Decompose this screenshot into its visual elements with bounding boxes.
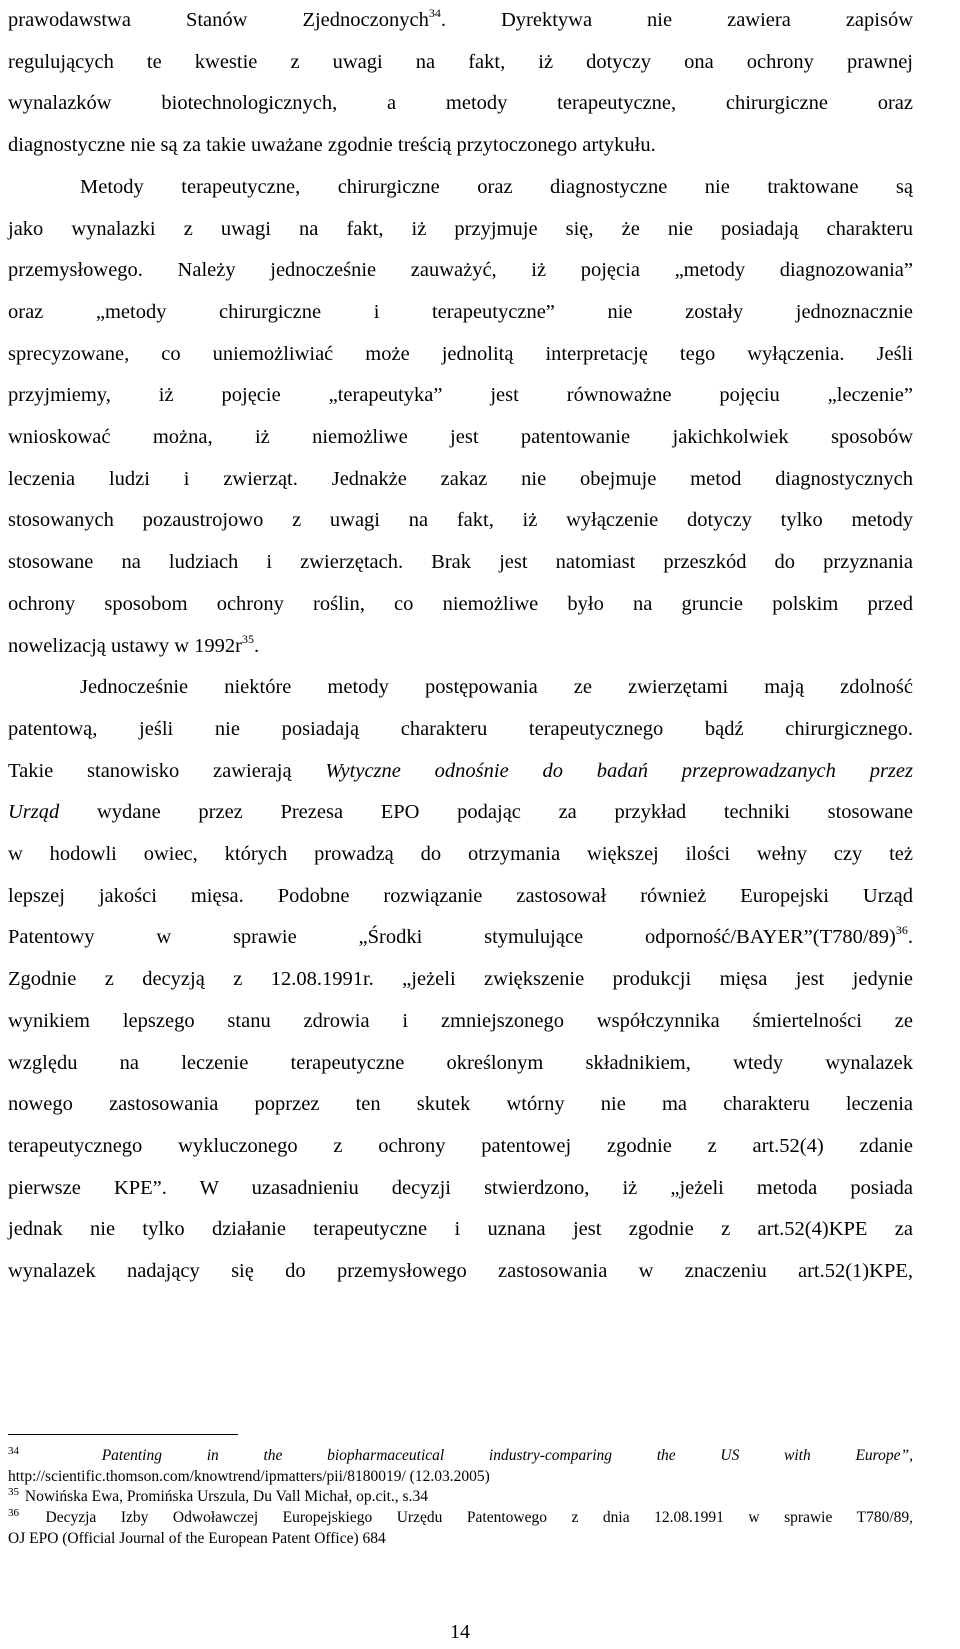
text-line: jednak nie tylko działanie terapeutyczne i uznana jest zgodnie z art.52(4)KPE za — [8, 1218, 913, 1241]
text-line — [8, 626, 913, 668]
footnote-mark: 36 — [8, 1507, 19, 1519]
body-text — [8, 0, 913, 1293]
text-line: regulujących te kwestie z uwagi na fakt, iż dotyczy ona ochrony prawnej — [8, 50, 913, 73]
footnote-35 — [8, 1487, 913, 1508]
text-line: Jednocześnie niektóre metody postępowania ze zwierzętami mają zdolność — [80, 676, 913, 699]
footnotes — [8, 1444, 913, 1549]
footnote-ref-34[interactable]: 34 — [428, 6, 441, 20]
text-line: leczenia ludzi i zwierząt. Jednakże zakaz nie obejmuje metod diagnostycznych — [8, 467, 913, 490]
text-line: jako wynalazki z uwagi na fakt, iż przyjmuje się, że nie posiadają charakteru — [8, 217, 913, 240]
text-line: wynalazków biotechnologicznych, a metody terapeutyczne, chirurgiczne oraz — [8, 92, 913, 115]
text-line: przemysłowego. Należy jednocześnie zauważyć, iż pojęcia „metody diagnozowania” — [8, 259, 913, 282]
footnote-34-title: Patenting in the biopharmaceutical industry-comparing the US with Europe”, — [101, 1447, 913, 1464]
text-line: wynikiem lepszego stanu zdrowia i zmniejszonego współczynnika śmiertelności ze — [8, 1009, 913, 1032]
text-line: Zgodnie z decyzją z 12.08.1991r. „jeżeli zwiększenie produkcji mięsa jest jedynie — [8, 968, 913, 991]
italic-title: Urząd — [8, 801, 60, 824]
text-run: prawodawstwa Stanów Zjednoczonych — [8, 9, 429, 31]
text-line: stosowane na ludziach i zwierzętach. Brak jest natomiast przeszkód do przyznania — [8, 551, 913, 574]
text-line: terapeutycznego wykluczonego z ochrony patentowej zgodnie z art.52(4) zdanie — [8, 1134, 913, 1157]
footnote-mark: 34 — [8, 1445, 19, 1457]
text-run: . — [907, 926, 913, 949]
text-run: nowelizacją ustawy w 1992r — [8, 634, 242, 657]
text-line: ochrony sposobom ochrony roślin, co niemożliwe było na gruncie polskim przed — [8, 592, 913, 615]
text-line — [8, 792, 913, 834]
footnote-text: Decyzja Izby Odwoławczej Europejskiego Urzędu Patentowego z dnia 12.08.1991 w sprawie T780/89, — [45, 1509, 914, 1526]
page-number: 14 — [450, 1621, 470, 1643]
text-line: lepszej jakości mięsa. Podobne rozwiązanie zastosował również Europejski Urząd — [8, 884, 913, 907]
text-line: nowego zastosowania poprzez ten skutek wtórny nie ma charakteru leczenia — [8, 1093, 913, 1116]
footnote-36-cont: OJ EPO (Official Journal of the European Patent Office) 684 — [8, 1530, 386, 1547]
text-line: pierwsze KPE”. W uzasadnieniu decyzji stwierdzono, iż „jeżeli metoda posiada — [8, 1176, 913, 1199]
footnote-separator — [8, 1434, 238, 1435]
text-line — [8, 751, 913, 793]
italic-title: Wytyczne odnośnie do badań przeprowadzanych przez — [325, 759, 913, 782]
footnote-34-url[interactable]: http://scientific.thomson.com/knowtrend/ipmatters/pii/8180019/ (12.03.2005) — [8, 1468, 490, 1485]
footnote-mark: 35 — [8, 1486, 19, 1498]
text-line: diagnostyczne nie są za takie uważane zgodnie treścią przytoczonego artykułu. — [8, 134, 656, 157]
footnote-34 — [8, 1444, 913, 1467]
text-line: sprecyzowane, co uniemożliwiać może jednolitą interpretację tego wyłączenia. Jeśli — [8, 342, 913, 365]
text-line: przyjmiemy, iż pojęcie „terapeutyka” jest równoważne pojęciu „leczenie” — [8, 384, 913, 407]
text-line: w hodowli owiec, których prowadzą do otrzymania większej ilości wełny czy też — [8, 843, 913, 866]
text-line: wynalazek nadający się do przemysłowego zastosowania w znaczeniu art.52(1)KPE, — [8, 1260, 913, 1283]
text-line: stosowanych pozaustrojowo z uwagi na fakt, iż wyłączenie dotyczy tylko metody — [8, 509, 913, 532]
text-run: . — [253, 634, 260, 657]
text-run: wydane przez Prezesa EPO podając za przykład techniki stosowane — [59, 801, 913, 824]
text-line: oraz „metody chirurgiczne i terapeutyczne” nie zostały jednoznacznie — [8, 300, 913, 323]
text-line: Metody terapeutyczne, chirurgiczne oraz diagnostyczne nie traktowane są — [80, 175, 913, 198]
text-line — [8, 917, 913, 959]
text-run: Patentowy w sprawie „Środki stymulujące odporność/BAYER”(T780/89) — [8, 926, 896, 949]
text-line: patentową, jeśli nie posiadają charakteru terapeutycznego bądź chirurgicznego. — [8, 717, 913, 740]
text-line: wnioskować można, iż niemożliwe jest patentowanie jakichkolwiek sposobów — [8, 426, 913, 449]
footnote-text: Nowińska Ewa, Promińska Urszula, Du Vall Michał, op.cit., s.34 — [24, 1488, 428, 1505]
text-line: względu na leczenie terapeutyczne określonym składnikiem, wtedy wynalazek — [8, 1051, 913, 1074]
footnote-ref-36[interactable]: 36 — [895, 923, 908, 938]
text-run: . Dyrektywa nie zawiera zapisów — [440, 9, 914, 31]
text-run: Takie stanowisko zawierają — [8, 759, 326, 782]
footnote-36 — [8, 1508, 913, 1529]
footnote-ref-35[interactable]: 35 — [241, 631, 254, 646]
text-line — [8, 0, 913, 42]
